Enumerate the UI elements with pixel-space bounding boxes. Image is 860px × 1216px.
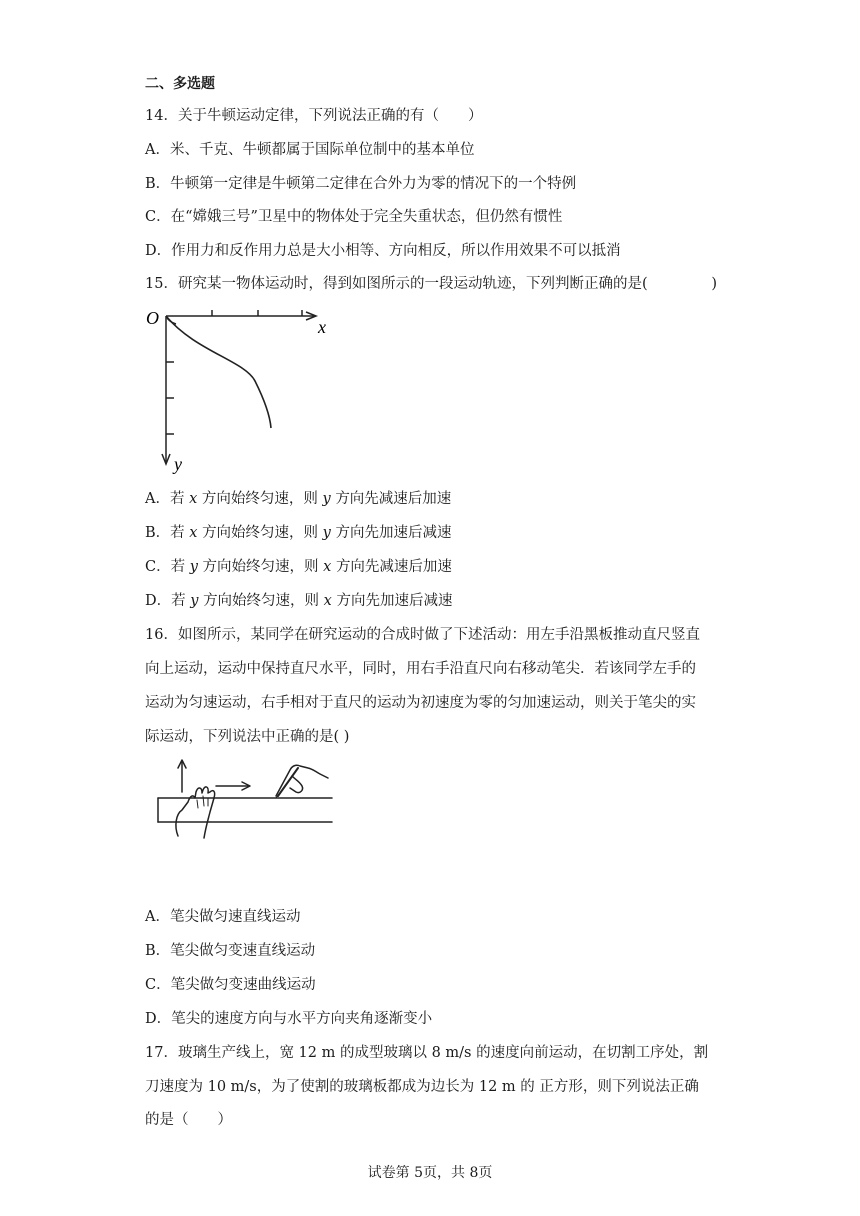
q15-option-a xyxy=(145,489,451,509)
q14-option-c: C．在“嫦娥三号”卫星中的物体处于完全失重状态，但仍然有惯性 xyxy=(145,209,563,225)
q15-d-pre: D．若 xyxy=(145,593,186,609)
q15-c-pre: C．若 xyxy=(145,559,186,575)
q16-option-d: D．笔尖的速度方向与水平方向夹角逐渐变小 xyxy=(145,1011,433,1027)
q17-stem-line3: 的是（ ） xyxy=(145,1112,232,1128)
q15-c-var1: y xyxy=(189,559,198,575)
q15-b-var2: y xyxy=(322,525,331,541)
right-hand-fingers xyxy=(290,776,303,793)
q15-option-c xyxy=(145,557,452,577)
q14-option-d: D．作用力和反作用力总是大小相等、方向相反，所以作用效果不可以抵消 xyxy=(145,243,621,259)
q15-d-post: 方向先加速后减速 xyxy=(336,593,453,609)
x-axis-label: x xyxy=(318,317,326,337)
origin-label: O xyxy=(146,308,159,328)
q15-stem xyxy=(145,274,725,294)
q16-option-a: A．笔尖做匀速直线运动 xyxy=(145,909,301,925)
q15-option-d xyxy=(145,591,452,611)
q15-stem-close: ) xyxy=(711,276,717,292)
q16-option-b: B．笔尖做匀变速直线运动 xyxy=(145,943,316,959)
q15-d-var2: x xyxy=(323,593,332,609)
q15-c-var2: x xyxy=(323,559,332,575)
q16-stem-line4: 际运动，下列说法中正确的是( ) xyxy=(145,729,350,745)
q15-d-mid: 方向始终匀速，则 xyxy=(203,593,320,609)
trajectory-curve xyxy=(166,316,271,428)
q16-stem-line1: 16．如图所示，某同学在研究运动的合成时做了下述活动：用左手沿黑板推动直尺竖直 xyxy=(145,627,700,643)
q17-stem-line1: 17．玻璃生产线上，宽 12 m 的成型玻璃以 8 m/s 的速度向前运动，在切割工序处，割 xyxy=(145,1045,709,1061)
q15-a-pre: A．若 xyxy=(145,491,185,507)
q15-d-var1: y xyxy=(190,593,199,609)
q14-option-a: A．米、千克、牛顿都属于国际单位制中的基本单位 xyxy=(145,142,475,158)
section-title: 二、多选题 xyxy=(145,76,215,92)
q15-a-var2: y xyxy=(322,491,331,507)
q16-stem-line3: 运动为匀速运动，右手相对于直尺的运动为初速度为零的匀加速运动，则关于笔尖的实 xyxy=(145,695,696,711)
q15-b-pre: B．若 xyxy=(145,525,185,541)
y-axis-label: y xyxy=(174,454,182,474)
q15-b-mid: 方向始终匀速，则 xyxy=(202,525,319,541)
q14-stem: 14．关于牛顿运动定律，下列说法正确的有（ ） xyxy=(145,108,483,124)
q15-a-mid: 方向始终匀速，则 xyxy=(201,491,318,507)
q15-a-var1: x xyxy=(189,491,198,507)
q16-stem-line2: 向上运动，运动中保持直尺水平，同时，用右手沿直尺向右移动笔尖．若该同学左手的 xyxy=(145,661,696,677)
q16-option-c: C．笔尖做匀变速曲线运动 xyxy=(145,977,316,993)
q15-b-var1: x xyxy=(189,525,198,541)
q15-a-post: 方向先减速后加速 xyxy=(335,491,452,507)
q16-ruler-figure xyxy=(150,756,340,846)
page-footer: 试卷第 5页，共 8页 xyxy=(367,1165,493,1181)
q15-stem-text: 15．研究某一物体运动时，得到如图所示的一段运动轨迹，下列判断正确的是( xyxy=(145,276,648,292)
q17-stem-line2: 刀速度为 10 m/s，为了使割的玻璃板都成为边长为 12 m 的 正方形，则下列说法正确 xyxy=(145,1079,699,1095)
q14-option-b: B．牛顿第一定律是牛顿第二定律在合外力为零的情况下的一个特例 xyxy=(145,176,577,192)
left-hand xyxy=(176,787,215,838)
q15-c-mid: 方向始终匀速，则 xyxy=(202,559,319,575)
q15-c-post: 方向先减速后加速 xyxy=(335,559,452,575)
q15-option-b xyxy=(145,523,451,543)
q15-trajectory-figure xyxy=(140,306,340,476)
q15-b-post: 方向先加速后减速 xyxy=(335,525,452,541)
